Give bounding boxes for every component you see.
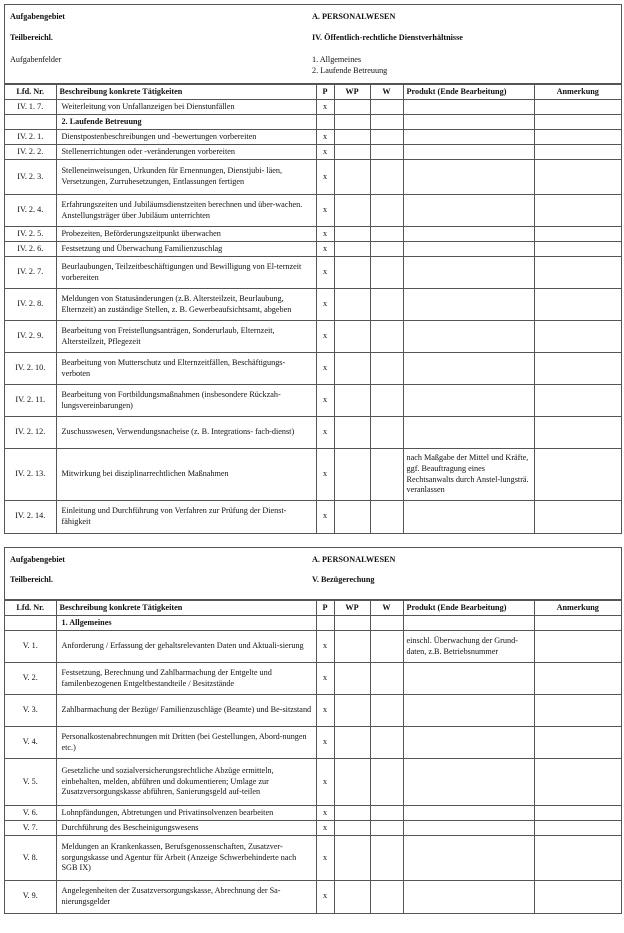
w-cell [370, 130, 403, 145]
table-row [5, 449, 621, 501]
wp-cell [334, 449, 370, 501]
wp-cell [334, 836, 370, 881]
col-beschreibung-header: Beschreibung konkrete Tätigkeiten [56, 601, 316, 616]
w-cell [370, 759, 403, 806]
wp-cell [334, 821, 370, 836]
anmerkung-cell [534, 806, 621, 821]
beschreibung-cell: Bearbeitung von Fortbildungsmaßnahmen (insbesondere Rückzah-lungsvereinbarungen) [56, 385, 316, 417]
anmerkung-cell [534, 353, 621, 385]
produkt-cell [403, 821, 534, 836]
table-header-row [5, 601, 621, 616]
wp-cell [334, 881, 370, 913]
p-cell: x [316, 727, 334, 759]
aufgabengebiet-value: A. PERSONALWESEN [312, 12, 396, 21]
p-cell: x [316, 695, 334, 727]
w-cell [370, 353, 403, 385]
wp-cell [334, 663, 370, 695]
w-cell [370, 115, 403, 130]
lfd-nr-cell: IV. 1. 7. [5, 100, 56, 115]
anmerkung-cell [534, 663, 621, 695]
lfd-nr-cell: V. 2. [5, 663, 56, 695]
w-cell [370, 100, 403, 115]
table-row [5, 695, 621, 727]
p-cell: x [316, 631, 334, 663]
table-row [5, 100, 621, 115]
w-cell [370, 385, 403, 417]
anmerkung-cell [534, 501, 621, 533]
w-cell [370, 616, 403, 631]
table-row [5, 385, 621, 417]
beschreibung-cell: Dienstpostenbeschreibungen und -bewertungen vorbereiten [56, 130, 316, 145]
anmerkung-cell [534, 821, 621, 836]
anmerkung-cell [534, 881, 621, 913]
wp-cell [334, 727, 370, 759]
produkt-cell [403, 836, 534, 881]
anmerkung-cell [534, 257, 621, 289]
lfd-nr-cell [5, 616, 56, 631]
wp-cell [334, 100, 370, 115]
table-row [5, 160, 621, 195]
p-cell: x [316, 130, 334, 145]
produkt-cell [403, 130, 534, 145]
table-row [5, 727, 621, 759]
beschreibung-cell: Durchführung des Bescheinigungswesens [56, 821, 316, 836]
beschreibung-cell: Anforderung / Erfassung der gehaltsrelevanten Daten und Aktuali-sierung [56, 631, 316, 663]
w-cell [370, 501, 403, 533]
wp-cell [334, 160, 370, 195]
beschreibung-cell: Meldungen von Statusänderungen (z.B. Altersteilzeit, Beurlaubung, Elternzeit) an zuständige Stellen, z. B. Gewerbeaufsichtsamt, abgeben [56, 289, 316, 321]
lfd-nr-cell: V. 6. [5, 806, 56, 821]
col-lfd-nr-header: Lfd. Nr. [5, 601, 56, 616]
produkt-cell: einschl. Überwachung der Grund-daten, z.B. Betriebsnummer [403, 631, 534, 663]
table-row [5, 353, 621, 385]
w-cell [370, 695, 403, 727]
beschreibung-cell: Lohnpfändungen, Abtretungen und Privatinsolvenzen bearbeiten [56, 806, 316, 821]
produkt-cell [403, 115, 534, 130]
table-row [5, 836, 621, 881]
p-cell: x [316, 195, 334, 227]
wp-cell [334, 806, 370, 821]
w-cell [370, 195, 403, 227]
aufgabenfelder-label: Aufgabenfelder [10, 55, 62, 64]
task-table-block-1 [4, 4, 622, 534]
lfd-nr-cell: V. 7. [5, 821, 56, 836]
table-row [5, 821, 621, 836]
w-cell [370, 806, 403, 821]
beschreibung-cell: Stellenerrichtungen oder -veränderungen vorbereiten [56, 145, 316, 160]
beschreibung-cell: 1. Allgemeines [56, 616, 316, 631]
anmerkung-cell [534, 727, 621, 759]
block-header [5, 5, 621, 84]
table-row [5, 130, 621, 145]
lfd-nr-cell: V. 1. [5, 631, 56, 663]
wp-cell [334, 353, 370, 385]
w-cell [370, 242, 403, 257]
beschreibung-cell: Angelegenheiten der Zusatzversorgungskasse, Abrechnung der Sa-nierungsgelder [56, 881, 316, 913]
p-cell: x [316, 449, 334, 501]
table-row [5, 501, 621, 533]
p-cell: x [316, 881, 334, 913]
wp-cell [334, 115, 370, 130]
anmerkung-cell [534, 130, 621, 145]
wp-cell [334, 759, 370, 806]
table-row [5, 806, 621, 821]
lfd-nr-cell: IV. 2. 10. [5, 353, 56, 385]
beschreibung-cell: Stelleneinweisungen, Urkunden für Ernennungen, Dienstjubi- läen, Versetzungen, Zurruhesetzungen, Entlassungen fertigen [56, 160, 316, 195]
beschreibung-cell: Meldungen an Krankenkassen, Berufsgenossenschaften, Zusatzver-sorgungskasse und Agentur für Arbeit (Anzeige Schwerbehinderte nach SGB IX) [56, 836, 316, 881]
beschreibung-cell: Bearbeitung von Freistellungsanträgen, Sonderurlaub, Elternzeit, Altersteilzeit, Pflegezeit [56, 321, 316, 353]
lfd-nr-cell: V. 8. [5, 836, 56, 881]
col-w-header: W [370, 601, 403, 616]
beschreibung-cell: Mitwirkung bei disziplinarrechtlichen Maßnahmen [56, 449, 316, 501]
table-row [5, 417, 621, 449]
w-cell [370, 821, 403, 836]
lfd-nr-cell: IV. 2. 14. [5, 501, 56, 533]
wp-cell [334, 289, 370, 321]
lfd-nr-cell: V. 9. [5, 881, 56, 913]
beschreibung-cell: Gesetzliche und sozialversicherungsrechtliche Abzüge ermitteln, einbehalten, melden, abführen und dokumentieren; Umlage zur Zusatzversorgungskasse abführen, Sanierungsgeld auf-teilen [56, 759, 316, 806]
p-cell [316, 616, 334, 631]
p-cell: x [316, 353, 334, 385]
p-cell: x [316, 145, 334, 160]
task-table-block-2 [4, 547, 622, 914]
wp-cell [334, 227, 370, 242]
col-w-header: W [370, 85, 403, 100]
w-cell [370, 321, 403, 353]
produkt-cell [403, 321, 534, 353]
p-cell: x [316, 227, 334, 242]
produkt-cell [403, 501, 534, 533]
wp-cell [334, 130, 370, 145]
lfd-nr-cell: V. 5. [5, 759, 56, 806]
w-cell [370, 836, 403, 881]
col-p-header: P [316, 601, 334, 616]
col-produkt-header: Produkt (Ende Bearbeitung) [403, 85, 534, 100]
col-wp-header: WP [334, 601, 370, 616]
beschreibung-cell: Bearbeitung von Mutterschutz und Elternzeitfällen, Beschäftigungs-verboten [56, 353, 316, 385]
p-cell: x [316, 663, 334, 695]
lfd-nr-cell: IV. 2. 13. [5, 449, 56, 501]
wp-cell [334, 695, 370, 727]
wp-cell [334, 321, 370, 353]
p-cell: x [316, 821, 334, 836]
anmerkung-cell [534, 385, 621, 417]
task-table [5, 84, 621, 533]
lfd-nr-cell: IV. 2. 3. [5, 160, 56, 195]
produkt-cell [403, 806, 534, 821]
aufgabengebiet-value: A. PERSONALWESEN [312, 555, 396, 564]
col-anmerkung-header: Anmerkung [534, 85, 621, 100]
teilbereich-value: IV. Öffentlich-rechtliche Dienstverhältnisse [312, 33, 463, 42]
p-cell: x [316, 501, 334, 533]
produkt-cell [403, 145, 534, 160]
aufgabenfelder-line-2: 2. Laufende Betreuung [312, 66, 388, 75]
anmerkung-cell [534, 289, 621, 321]
table-row [5, 289, 621, 321]
wp-cell [334, 145, 370, 160]
p-cell [316, 115, 334, 130]
lfd-nr-cell: IV. 2. 9. [5, 321, 56, 353]
beschreibung-cell: Erfahrungszeiten und Jubiläumsdienstzeiten berechnen und über-wachen. Anstellungsträger über Jubiläum unterrichten [56, 195, 316, 227]
p-cell: x [316, 836, 334, 881]
lfd-nr-cell: IV. 2. 2. [5, 145, 56, 160]
block-header [5, 548, 621, 600]
anmerkung-cell [534, 160, 621, 195]
w-cell [370, 449, 403, 501]
table-row [5, 881, 621, 913]
wp-cell [334, 195, 370, 227]
beschreibung-cell: Zahlbarmachung der Bezüge/ Familienzuschläge (Beamte) und Be-sitzstand [56, 695, 316, 727]
lfd-nr-cell: IV. 2. 1. [5, 130, 56, 145]
w-cell [370, 663, 403, 695]
beschreibung-cell: Festsetzung, Berechnung und Zahlbarmachung der Entgelte und familenbezogenen Entgeltbestandteile / Besitzstände [56, 663, 316, 695]
produkt-cell [403, 100, 534, 115]
p-cell: x [316, 160, 334, 195]
col-p-header: P [316, 85, 334, 100]
p-cell: x [316, 385, 334, 417]
produkt-cell [403, 881, 534, 913]
anmerkung-cell [534, 227, 621, 242]
w-cell [370, 227, 403, 242]
anmerkung-cell [534, 100, 621, 115]
produkt-cell [403, 727, 534, 759]
table-row [5, 145, 621, 160]
table-row [5, 616, 621, 631]
table-header-row [5, 85, 621, 100]
table-row [5, 631, 621, 663]
anmerkung-cell [534, 321, 621, 353]
beschreibung-cell: Beurlaubungen, Teilzeitbeschäftigungen und Bewilligung von El-ternzeit vorbereiten [56, 257, 316, 289]
table-row [5, 663, 621, 695]
col-produkt-header: Produkt (Ende Bearbeitung) [403, 601, 534, 616]
w-cell [370, 631, 403, 663]
lfd-nr-cell: IV. 2. 4. [5, 195, 56, 227]
p-cell: x [316, 417, 334, 449]
anmerkung-cell [534, 631, 621, 663]
w-cell [370, 289, 403, 321]
col-beschreibung-header: Beschreibung konkrete Tätigkeiten [56, 85, 316, 100]
table-row [5, 115, 621, 130]
beschreibung-cell: 2. Laufende Betreuung [56, 115, 316, 130]
p-cell: x [316, 806, 334, 821]
produkt-cell [403, 417, 534, 449]
w-cell [370, 417, 403, 449]
anmerkung-cell [534, 449, 621, 501]
table-row [5, 227, 621, 242]
w-cell [370, 257, 403, 289]
wp-cell [334, 417, 370, 449]
anmerkung-cell [534, 759, 621, 806]
beschreibung-cell: Probezeiten, Beförderungszeitpunkt überwachen [56, 227, 316, 242]
produkt-cell [403, 759, 534, 806]
aufgabengebiet-label: Aufgabengebiet [10, 12, 66, 21]
w-cell [370, 727, 403, 759]
lfd-nr-cell: IV. 2. 5. [5, 227, 56, 242]
table-row [5, 195, 621, 227]
beschreibung-cell: Personalkostenabrechnungen mit Dritten (bei Gestellungen, Abord-nungen etc.) [56, 727, 316, 759]
table-row [5, 257, 621, 289]
lfd-nr-cell [5, 115, 56, 130]
lfd-nr-cell: V. 4. [5, 727, 56, 759]
w-cell [370, 145, 403, 160]
anmerkung-cell [534, 195, 621, 227]
lfd-nr-cell: V. 3. [5, 695, 56, 727]
lfd-nr-cell: IV. 2. 7. [5, 257, 56, 289]
lfd-nr-cell: IV. 2. 6. [5, 242, 56, 257]
anmerkung-cell [534, 417, 621, 449]
wp-cell [334, 631, 370, 663]
produkt-cell [403, 385, 534, 417]
table-row [5, 759, 621, 806]
p-cell: x [316, 257, 334, 289]
p-cell: x [316, 759, 334, 806]
anmerkung-cell [534, 695, 621, 727]
aufgabenfelder-line-1: 1. Allgemeines [312, 55, 362, 64]
produkt-cell [403, 663, 534, 695]
anmerkung-cell [534, 836, 621, 881]
lfd-nr-cell: IV. 2. 8. [5, 289, 56, 321]
beschreibung-cell: Festsetzung und Überwachung Familienzuschlag [56, 242, 316, 257]
col-anmerkung-header: Anmerkung [534, 601, 621, 616]
beschreibung-cell: Weiterleitung von Unfallanzeigen bei Dienstunfällen [56, 100, 316, 115]
anmerkung-cell [534, 242, 621, 257]
beschreibung-cell: Zuschusswesen, Verwendungsnacheise (z. B. Integrations- fach-dienst) [56, 417, 316, 449]
produkt-cell [403, 227, 534, 242]
lfd-nr-cell: IV. 2. 11. [5, 385, 56, 417]
produkt-cell [403, 695, 534, 727]
aufgabengebiet-label: Aufgabengebiet [10, 555, 66, 564]
wp-cell [334, 501, 370, 533]
produkt-cell [403, 195, 534, 227]
w-cell [370, 160, 403, 195]
anmerkung-cell [534, 616, 621, 631]
wp-cell [334, 257, 370, 289]
teilbereich-label: Teilbereichl. [10, 33, 53, 42]
p-cell: x [316, 321, 334, 353]
lfd-nr-cell: IV. 2. 12. [5, 417, 56, 449]
produkt-cell [403, 616, 534, 631]
w-cell [370, 881, 403, 913]
table-row [5, 321, 621, 353]
p-cell: x [316, 100, 334, 115]
produkt-cell [403, 242, 534, 257]
anmerkung-cell [534, 145, 621, 160]
table-row [5, 242, 621, 257]
wp-cell [334, 616, 370, 631]
col-lfd-nr-header: Lfd. Nr. [5, 85, 56, 100]
col-wp-header: WP [334, 85, 370, 100]
p-cell: x [316, 242, 334, 257]
teilbereich-label: Teilbereichl. [10, 575, 53, 584]
p-cell: x [316, 289, 334, 321]
task-table [5, 600, 621, 913]
produkt-cell [403, 289, 534, 321]
wp-cell [334, 242, 370, 257]
produkt-cell [403, 257, 534, 289]
wp-cell [334, 385, 370, 417]
produkt-cell: nach Maßgabe der Mittel und Kräfte, ggf. Beauftragung eines Rechtsanwalts durch Anstel-lungsträ. veranlassen [403, 449, 534, 501]
produkt-cell [403, 160, 534, 195]
beschreibung-cell: Einleitung und Durchführung von Verfahren zur Prüfung der Dienst-fähigkeit [56, 501, 316, 533]
anmerkung-cell [534, 115, 621, 130]
teilbereich-value: V. Bezügerechung [312, 575, 375, 584]
produkt-cell [403, 353, 534, 385]
